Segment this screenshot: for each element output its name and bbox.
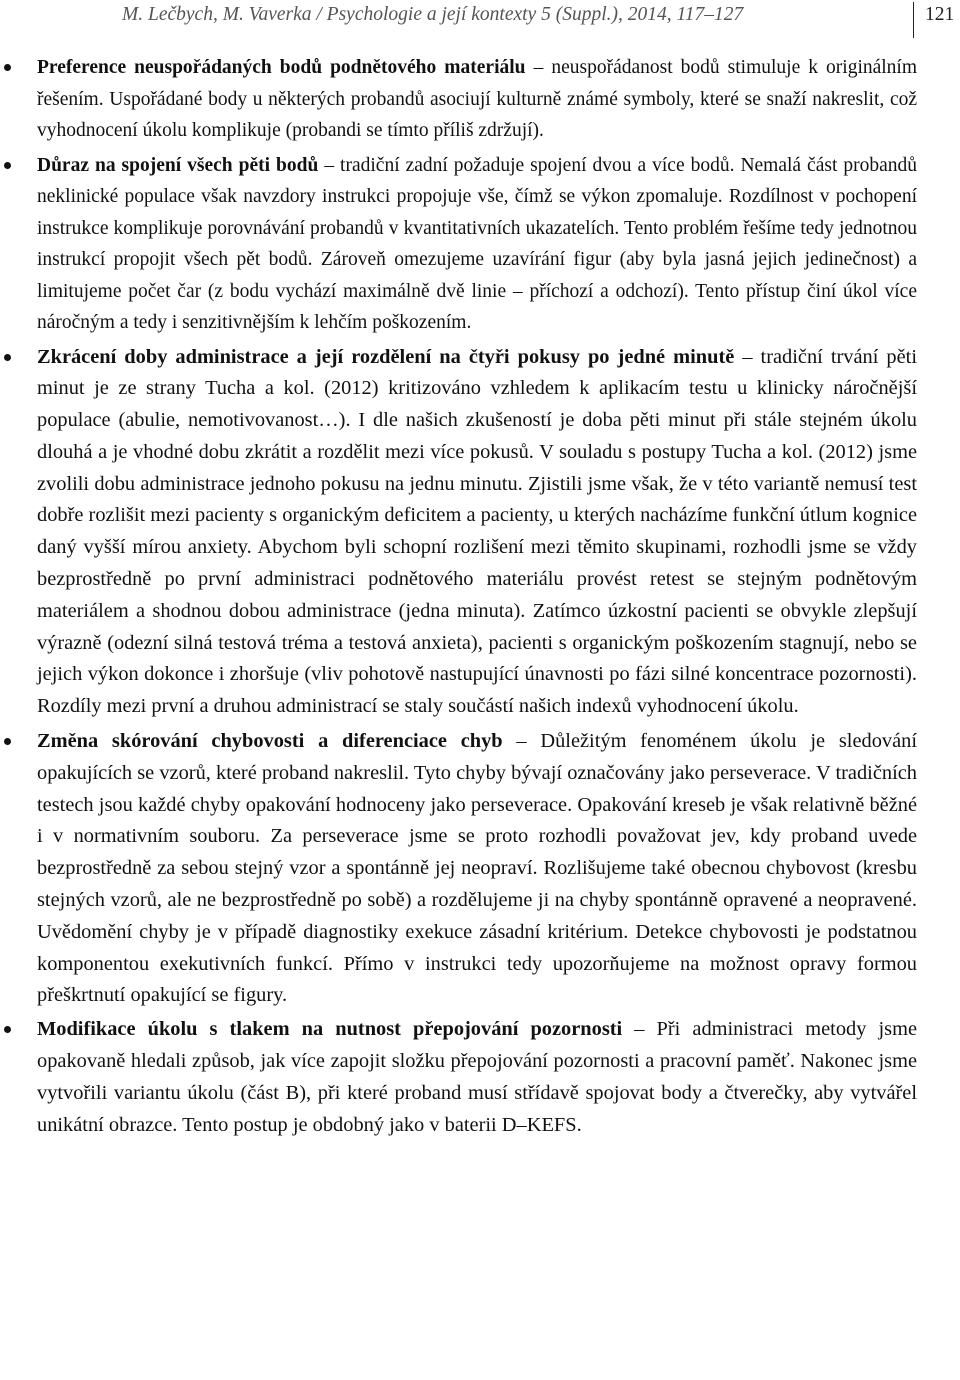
list-item-text <box>37 150 917 339</box>
bullet-icon <box>4 1026 11 1033</box>
bullet-icon <box>4 354 11 361</box>
page-number: 121 <box>925 4 955 25</box>
bullet-icon <box>4 738 11 745</box>
list-item-body: – tradiční zadní požaduje spojení dvou a více bodů. Nemalá část probandů neklinické populace však navzdory instrukci propojuje vše, čímž se výkon zpomaluje. Rozdílnost v pochopení instrukce komplikuje porovnávání probandů v kvantitativních ukazatelích. Tento problém řešíme tedy jednotnou instrukcí propojit všech pět bodů. Zároveň omezujeme uzavírání figur (aby byla jasná jejich jedinečnost) a limitujeme počet čar (z bodu vychází maximálně dvě linie – příchozí a odchozí). Tento přístup činí úkol více náročným a tedy i senzitivnějším k lehčím poškozením. <box>37 154 918 333</box>
list-item-body: – tradiční trvání pěti minut je ze strany Tucha a kol. (2012) kritizováno vzhledem k aplikacím testu u klinicky náročnější populace (abulie, nemotivovanost…). I dle našich zkušeností je doba pěti minut při stále stejném úkolu dlouhá a je vhodné dobu zkrátit a rozdělit mezi více pokusů. V souladu s postupy Tucha a kol. (2012) jsme zvolili dobu administrace jednoho pokusu na jednu minutu. Zjistili jsme však, že v této variantě nemusí test dobře rozlišit mezi pacienty s organickým deficitem a pacienty, u kterých nacházíme funkční útlum kognice daný vyšší mírou anxiety. Abychom byli schopní rozlišení mezi těmito skupinami, rozhodli jsme se vždy bezprostředně po první administraci podnětového materiálu provést retest se stejným podnětovým materiálem a shodnou dobou administrace (jedna minuta). Zatímco úzkostní pacienti se obvykle zlepšují výrazně (odezní silná testová tréma a testová anxieta), pacienti s organickým poškozením stagnují, nebo se jejich výkon dokonce i zhoršuje (vliv pohotově nastupující únavnosti po fázi silné koncentrace pozornosti). Rozdíly mezi první a druhou administrací se staly součástí našich indexů vyhodnocení úkolu. <box>37 345 917 718</box>
list-item-title: Preference neuspořádaných bodů podnětového materiálu <box>37 57 526 78</box>
header-divider <box>913 2 914 38</box>
list-item <box>0 1014 917 1141</box>
list-item <box>0 52 917 147</box>
list-item-text <box>37 1014 917 1141</box>
list-item <box>0 150 917 339</box>
list-item-text <box>37 342 917 724</box>
list-item-body: – Při administraci metody jsme opakovaně hledali způsob, jak více zapojit složku přepojování pozornosti a pracovní paměť. Nakonec jsme vytvořili variantu úkolu (část B), při které proband musí střídavě spojovat body a čtverečky, aby vytvářel unikátní obrazce. Tento postup je obdobný jako v baterii D–KEFS. <box>37 1018 918 1136</box>
list-item-title: Důraz na spojení všech pěti bodů <box>37 154 319 176</box>
bullet-list <box>0 52 960 1141</box>
list-item-title: Modifikace úkolu s tlakem na nutnost přepojování pozornosti <box>37 1018 623 1041</box>
list-item <box>0 726 917 1012</box>
journal-citation: M. Lečbych, M. Vaverka / Psychologie a její kontexty 5 (Suppl.), 2014, 117–127 <box>122 4 744 25</box>
list-item-text <box>37 726 917 1012</box>
list-item-text <box>37 52 917 147</box>
bullet-icon <box>4 162 11 169</box>
list-item-title: Zkrácení doby administrace a její rozdělení na čtyři pokusy po jedné minutě <box>37 345 735 368</box>
list-item-body: – neuspořádanost bodů stimuluje k originálním řešením. Uspořádané body u některých probandů asociují kulturně známé symboly, které se snaží nakreslit, což vyhodnocení úkolu komplikuje (probandi se tímto příliš zdržují). <box>37 57 918 141</box>
list-item <box>0 342 917 724</box>
list-item-title: Změna skórování chybovosti a diferenciace chyb <box>37 730 503 753</box>
running-header <box>0 0 960 40</box>
bullet-icon <box>4 64 11 71</box>
list-item-body: – Důležitým fenoménem úkolu je sledování opakujících se vzorů, které proband nakreslil. Tyto chyby bývají označovány jako perseverace. V tradičních testech jsou každé chyby opakování hodnoceny jako perseverace. Opakování kreseb je však relativně běžné i v normativním souboru. Za perseverace jsme se proto rozhodli považovat jev, kdy proband uvede bezprostředně za sebou stejný vzor a spontánně jej neopraví. Rozlišujeme také obecnou chybovost (kresbu stejných vzorů, ale ne bezprostředně po sobě) a rozdělujeme ji na chyby spontánně opravené a neopravené. Uvědomění chyby je v případě diagnostiky exekuce zásadní kritérium. Detekce chybovosti je podstatnou komponentou exekutivních funkcí. Přímo v instrukci tedy upozorňujeme na možnost opravy formou přeškrtnutí opakující se figury. <box>37 730 917 1007</box>
